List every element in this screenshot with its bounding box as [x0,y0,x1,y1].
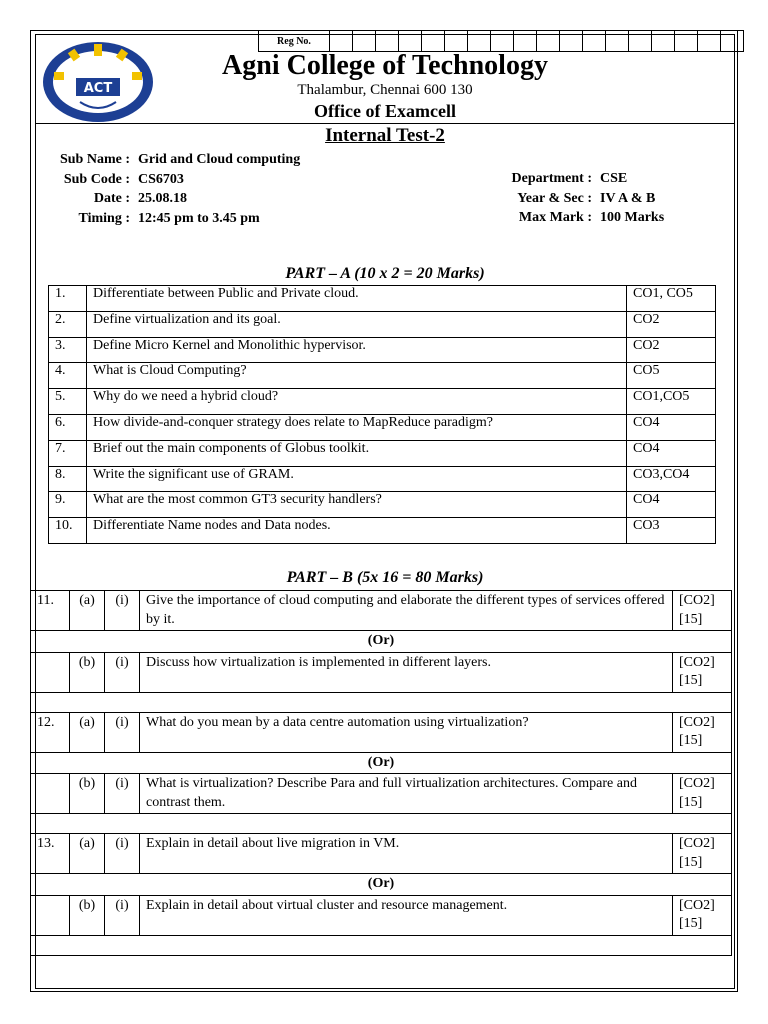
question-text: Define Micro Kernel and Monolithic hypervisor. [87,337,627,363]
or-label: (Or) [31,752,732,774]
detail-value: 25.08.18 [138,191,187,206]
course-outcome: [CO2] [679,836,715,851]
question-text: Write the significant use of GRAM. [87,466,627,492]
reg-cell [537,31,560,52]
table-row [49,363,716,389]
question-number: 7. [49,440,87,466]
question-roman: (i) [105,834,140,874]
table-row [31,895,732,935]
marks: [15] [679,733,703,748]
question-number [31,652,70,692]
part-a-title: PART – A (10 x 2 = 20 Marks) [285,265,485,282]
question-number [31,774,70,814]
spacer-cell [31,935,732,955]
or-label: (Or) [31,631,732,653]
spacer-cell [31,814,732,834]
reg-cell [330,31,353,52]
question-roman: (i) [105,591,140,631]
or-row [31,631,732,653]
question-co-marks [673,591,732,631]
question-co-marks [673,895,732,935]
question-number: 13. [31,834,70,874]
question-sub: (b) [70,774,105,814]
part-b-title: PART – B (5x 16 = 80 Marks) [286,569,484,586]
course-outcome: [CO2] [679,714,715,730]
detail-value: Grid and Cloud computing [138,152,301,167]
marks: [15] [679,916,703,931]
details-right [470,169,664,228]
question-text: Discuss how virtualization is implemented in different layers. [140,652,673,692]
reg-cell [422,31,445,52]
marks: [15] [679,673,703,688]
course-outcome: CO2 [627,311,716,337]
question-text: What is Cloud Computing? [87,363,627,389]
spacer-row [31,814,732,834]
course-outcome: [CO2] [679,776,715,791]
question-text: What do you mean by a data centre automation using virtualization? [140,712,673,752]
question-roman: (i) [105,712,140,752]
reg-cell [353,31,376,52]
reg-cell [399,31,422,52]
logo-text: ACT [83,81,113,96]
reg-cell [698,31,721,52]
question-number: 5. [49,389,87,415]
question-number: 1. [49,286,87,312]
reg-cell [606,31,629,52]
question-text: Differentiate between Public and Private cloud. [87,286,627,312]
or-row [31,874,732,896]
course-outcome: CO3,CO4 [627,466,716,492]
marks: [15] [679,611,703,627]
detail-value: 100 Marks [600,210,665,225]
course-outcome: [CO2] [679,654,715,670]
question-text: How divide-and-conquer strategy does relate to MapReduce paradigm? [87,414,627,440]
question-text: Differentiate Name nodes and Data nodes. [87,518,627,544]
question-sub: (b) [70,895,105,935]
table-row [49,311,716,337]
question-number: 10. [49,518,87,544]
course-outcome: CO2 [627,337,716,363]
question-sub: (a) [70,712,105,752]
question-number: 11. [31,591,70,631]
table-row [49,440,716,466]
table-row [49,492,716,518]
marks: [15] [679,854,703,870]
course-outcome: CO1, CO5 [627,286,716,312]
detail-label: Year & Sec : [517,190,592,206]
course-outcome: CO4 [627,492,716,518]
table-row [49,466,716,492]
table-row [49,389,716,415]
course-outcome: CO4 [627,414,716,440]
part-a-table [48,285,716,544]
question-number: 2. [49,311,87,337]
detail-label: Department : [511,171,592,186]
table-row [31,712,732,752]
question-sub: (a) [70,591,105,631]
question-text: What is virtualization? Describe Para and full virtualization architectures. Compare and contrast them. [140,774,673,814]
office-name: Office of Examcell [314,101,456,121]
question-text: Define virtualization and its goal. [87,311,627,337]
reg-cell [721,31,744,52]
table-row [49,414,716,440]
college-logo-icon [40,38,156,124]
question-roman: (i) [105,895,140,935]
detail-value: CSE [600,171,628,186]
detail-label: Timing : [78,210,130,226]
question-text: Explain in detail about virtual cluster and resource management. [140,895,673,935]
question-number: 6. [49,414,87,440]
part-b-table [30,590,732,956]
or-label: (Or) [31,874,732,896]
detail-label: Sub Name : [59,152,130,167]
question-roman: (i) [105,652,140,692]
reg-cell [583,31,606,52]
question-number: 3. [49,337,87,363]
college-address: Thalambur, Chennai 600 130 [297,82,473,98]
course-outcome: CO5 [627,363,716,389]
question-roman: (i) [105,774,140,814]
reg-cell [376,31,399,52]
spacer-row [31,692,732,712]
reg-cell [652,31,675,52]
question-co-marks [673,712,732,752]
question-text: Brief out the main components of Globus toolkit. [87,440,627,466]
details-left [40,150,300,228]
question-text: Explain in detail about live migration in VM. [140,834,673,874]
question-number: 9. [49,492,87,518]
header-divider [35,123,735,124]
spacer-row [31,935,732,955]
table-row [31,591,732,631]
table-row [49,337,716,363]
table-row [49,518,716,544]
course-outcome: [CO2] [679,593,715,608]
question-sub: (b) [70,652,105,692]
reg-cell [675,31,698,52]
detail-label: Max Mark : [518,210,592,225]
detail-label: Date : [93,191,130,206]
question-co-marks [673,774,732,814]
course-outcome: CO3 [627,518,716,544]
or-row [31,752,732,774]
college-name: Agni College of Technology [222,50,548,81]
table-row [31,652,732,692]
reg-cell [514,31,537,52]
question-co-marks [673,652,732,692]
course-outcome: CO4 [627,440,716,466]
question-co-marks [673,834,732,874]
question-number: 8. [49,466,87,492]
detail-label: Sub Code : [63,171,130,187]
reg-cell [491,31,514,52]
question-number: 12. [31,712,70,752]
table-row [31,834,732,874]
reg-no-box [258,30,744,52]
question-number: 4. [49,363,87,389]
detail-value: 12:45 pm to 3.45 pm [138,210,260,226]
question-text: Give the importance of cloud computing and elaborate the different types of services offered by it. [140,591,673,631]
test-title: Internal Test-2 [325,125,445,146]
course-outcome: [CO2] [679,897,715,913]
course-outcome: CO1,CO5 [627,389,716,415]
question-sub: (a) [70,834,105,874]
marks: [15] [679,794,703,810]
reg-cell [445,31,468,52]
question-number [31,895,70,935]
question-text: Why do we need a hybrid cloud? [87,389,627,415]
detail-value: IV A & B [600,190,656,206]
reg-cell [468,31,491,52]
table-row [31,774,732,814]
spacer-cell [31,692,732,712]
reg-cell [560,31,583,52]
table-row [49,286,716,312]
detail-value: CS6703 [138,171,184,187]
question-text: What are the most common GT3 security handlers? [87,492,627,518]
reg-no-label: Reg No. [259,31,330,52]
reg-cell [629,31,652,52]
